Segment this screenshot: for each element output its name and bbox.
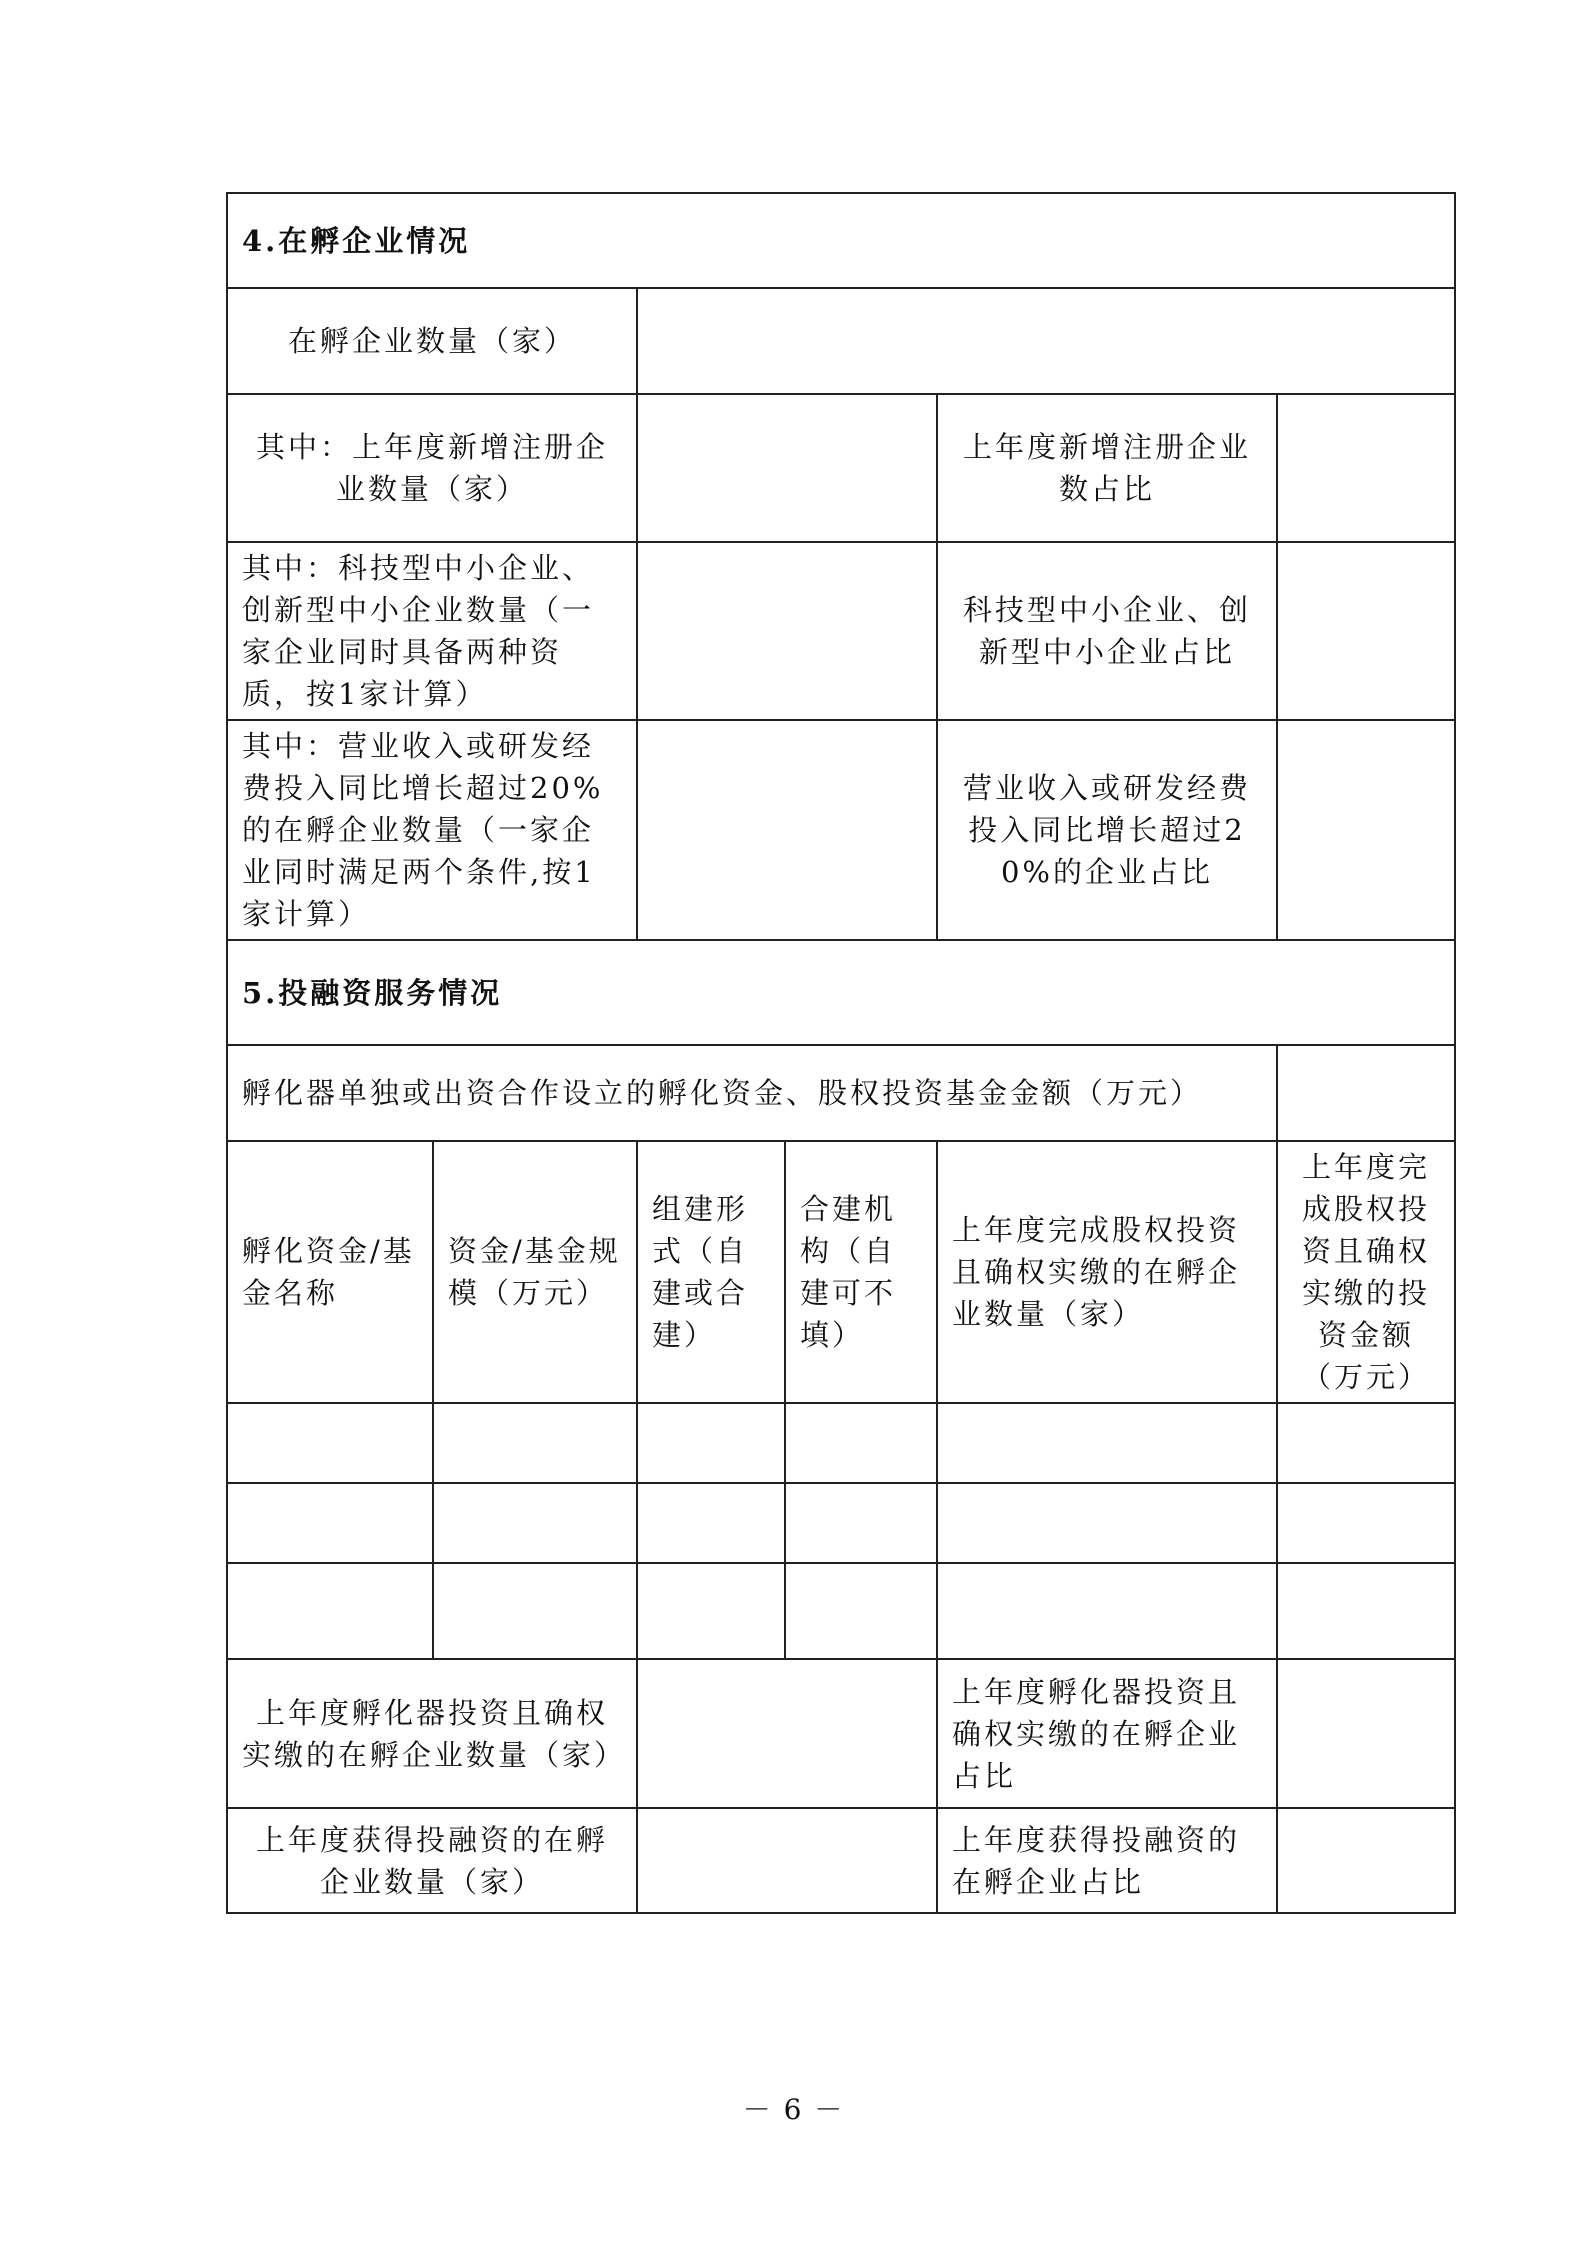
financed-count-field[interactable] — [637, 1808, 937, 1913]
new-registered-ratio-label: 上年度新增注册企业数占比 — [937, 394, 1277, 542]
fund-form-header: 组建形式（自建或合建） — [637, 1141, 785, 1403]
fund-row-1-name[interactable] — [227, 1403, 433, 1483]
financed-ratio-field[interactable] — [1277, 1808, 1455, 1913]
fund-row-3-count[interactable] — [937, 1563, 1277, 1659]
fund-row-1-scale[interactable] — [433, 1403, 637, 1483]
new-registered-ratio-field[interactable] — [1277, 394, 1455, 542]
fund-row-3-scale[interactable] — [433, 1563, 637, 1659]
tech-sme-ratio-label: 科技型中小企业、创新型中小企业占比 — [937, 542, 1277, 720]
fund-row-3-amount[interactable] — [1277, 1563, 1455, 1659]
fund-scale-header: 资金/基金规模（万元） — [433, 1141, 637, 1403]
fund-row-2-amount[interactable] — [1277, 1483, 1455, 1563]
growth-count-field[interactable] — [637, 720, 937, 940]
fund-row-1-count[interactable] — [937, 1403, 1277, 1483]
fund-row-3-name[interactable] — [227, 1563, 433, 1659]
growth-count-label: 其中：营业收入或研发经费投入同比增长超过20%的在孵企业数量（一家企业同时满足两个条件,按1家计算） — [227, 720, 637, 940]
invested-ratio-field[interactable] — [1277, 1659, 1455, 1808]
tech-sme-count-label: 其中：科技型中小企业、创新型中小企业数量（一家企业同时具备两种资质，按1家计算） — [227, 542, 637, 720]
investment-amount-header: 上年度完成股权投资且确权实缴的投资金额（万元） — [1277, 1141, 1455, 1403]
growth-ratio-field[interactable] — [1277, 720, 1455, 940]
fund-row-3-institution[interactable] — [785, 1563, 937, 1659]
incubating-count-label: 在孵企业数量（家） — [227, 288, 637, 394]
fund-row-2-form[interactable] — [637, 1483, 785, 1563]
fund-amount-label: 孵化器单独或出资合作设立的孵化资金、股权投资基金金额（万元） — [227, 1045, 1277, 1141]
co-institution-header: 合建机构（自建可不填） — [785, 1141, 937, 1403]
fund-row-1-amount[interactable] — [1277, 1403, 1455, 1483]
invested-count-field[interactable] — [637, 1659, 937, 1808]
financed-count-label: 上年度获得投融资的在孵企业数量（家） — [227, 1808, 637, 1913]
fund-row-2-count[interactable] — [937, 1483, 1277, 1563]
tech-sme-count-field[interactable] — [637, 542, 937, 720]
financed-ratio-label: 上年度获得投融资的在孵企业占比 — [937, 1808, 1277, 1913]
fund-row-2-name[interactable] — [227, 1483, 433, 1563]
new-registered-count-label: 其中：上年度新增注册企业数量（家） — [227, 394, 637, 542]
invested-count-label: 上年度孵化器投资且确权实缴的在孵企业数量（家） — [227, 1659, 637, 1808]
incubating-count-field[interactable] — [637, 288, 1455, 394]
invested-ratio-label: 上年度孵化器投资且确权实缴的在孵企业占比 — [937, 1659, 1277, 1808]
fund-name-header: 孵化资金/基金名称 — [227, 1141, 433, 1403]
fund-amount-field[interactable] — [1277, 1045, 1455, 1141]
growth-ratio-label: 营业收入或研发经费投入同比增长超过20%的企业占比 — [937, 720, 1277, 940]
section-5-title: 5.投融资服务情况 — [227, 940, 1455, 1045]
fund-row-2-institution[interactable] — [785, 1483, 937, 1563]
fund-row-1-institution[interactable] — [785, 1403, 937, 1483]
tech-sme-ratio-field[interactable] — [1277, 542, 1455, 720]
section-4-title: 4.在孵企业情况 — [227, 193, 1455, 288]
invested-enterprises-header: 上年度完成股权投资且确权实缴的在孵企业数量（家） — [937, 1141, 1277, 1403]
new-registered-count-field[interactable] — [637, 394, 937, 542]
incubator-form-table — [226, 192, 1456, 1914]
fund-row-2-scale[interactable] — [433, 1483, 637, 1563]
fund-row-1-form[interactable] — [637, 1403, 785, 1483]
page-number: － 6 － — [742, 2093, 845, 2126]
fund-row-3-form[interactable] — [637, 1563, 785, 1659]
